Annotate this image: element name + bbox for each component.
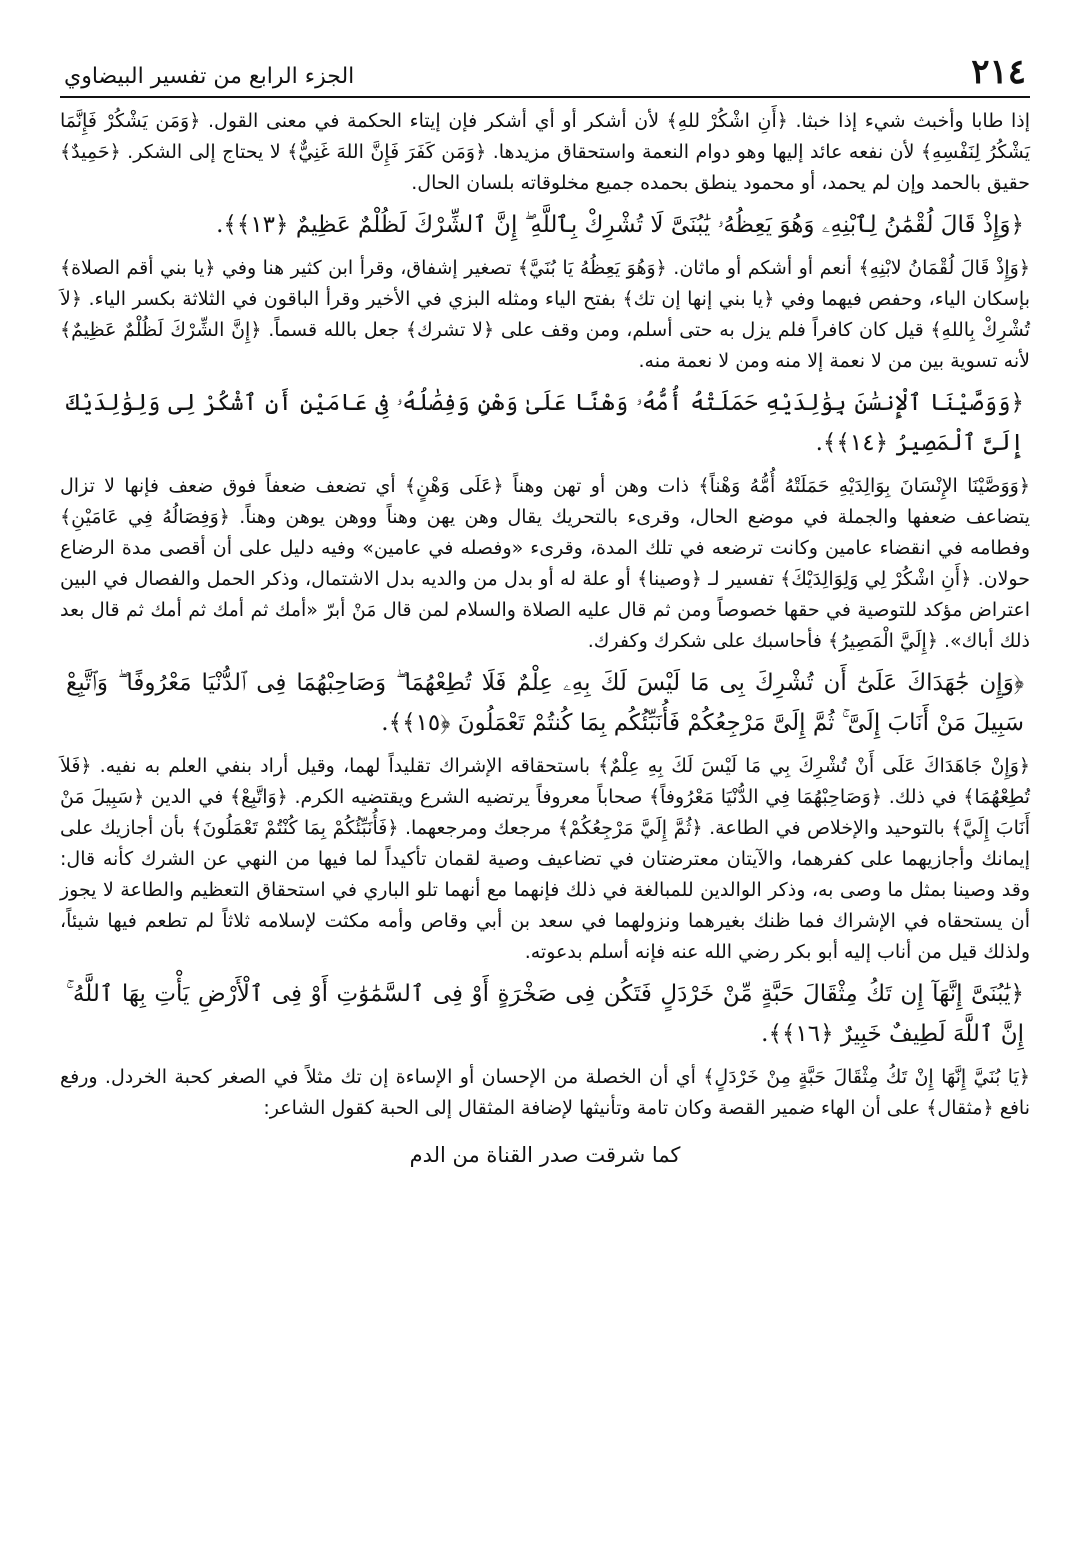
commentary-paragraph: ﴿وَوَصَّيْنَا الإِنْسَانَ بِوَالِدَيْهِ حَمَلَتْهُ أُمُّهُ وَهْناً﴾ ذات وهن أو تهن وهناً ﴿عَلَى وَهْنٍ﴾ أي تضعف ضعفاً فوق ضعف فإنها لا تزال يتضاعف ضعفها والجملة في موضع الحال، وقرىء بالتحريك يقال وهن يهن وهناً ووهن يوهن وهناً. ﴿وَفِصَالُهُ فِي عَامَيْنِ﴾ وفطامه في انقضاء عامين وكانت ترضعه في تلك المدة، وقرىء «وفصله في عامين» وفيه دليل على أن أقصى مدة الرضاع حولان. ﴿أَنِ اشْكُرْ لِي وَلِوَالِدَيْكَ﴾ تفسير لـ ﴿وصينا﴾ أو علة له أو بدل من والديه بدل الاشتمال، وذكر الحمل والفصال في البين اعتراض مؤكد للتوصية في حقها خصوصاً ومن ثم قال عليه الصلاة والسلام لمن قال مَنْ أبرّ «أمك ثم أمك ثم أمك ثم قال بعد ذلك أباك». ﴿إِلَيَّ الْمَصِيرُ﴾ فأحاسبك على شكرك وكفرك. [60,475,1030,652]
commentary-paragraph: ﴿وَإِنْ جَاهَدَاكَ عَلَى أَنْ تُشْرِكَ بِي مَا لَيْسَ لَكَ بِهِ عِلْمٌ﴾ باستحقاقه الإشراك تقليداً لهما، وقيل أراد بنفي العلم به نفيه. ﴿فَلاَ تُطِعْهُمَا﴾ في ذلك. ﴿وَصَاحِبْهُمَا فِي الدُّنْيَا مَعْرُوفاً﴾ صحاباً معروفاً يرتضيه الشرع ويقتضيه الكرم. ﴿وَاتَّبِعْ﴾ في الدين ﴿سَبِيلَ مَنْ أَنَابَ إِلَيَّ﴾ بالتوحيد والإخلاص في الطاعة. ﴿ثُمَّ إِلَيَّ مَرْجِعُكُمْ﴾ مرجعك ومرجعهما. ﴿فَأُنَبِّئُكُمْ بِمَا كُنْتُمْ تَعْمَلُونَ﴾ بأن أجازيك على إيمانك وأجازيهما على كفرهما، والآيتان معترضتان في تضاعيف وصية لقمان تأكيداً لما فيها من النهي عن الشرك كأنه قال: وقد وصينا بمثل ما وصى به، وذكر الوالدين للمبالغة في ذلك فإنهما مع أنهما تلو الباري في استحقاق التعظيم والطاعة لا يجوز أن يستحقاه في الإشراك فما ظنك بغيرهما ونزولهما في سعد بن أبي وقاص وأمه مكثت لإسلامه ثلاثاً لم تطعم فيها شيئاً، ولذلك قيل من أناب إليه أبو بكر رضي الله عنه فإنه أسلم بدعوته. [60,755,1030,963]
quran-verse-14: ﴿وَوَصَّيْنَا ٱلْإِنسَٰنَ بِوَٰلِدَيْهِ حَمَلَتْهُ أُمُّهُۥ وَهْنًا عَلَىٰ وَهْنٍ وَفِصَٰلُهُۥ فِى عَامَيْنِ أَنِ ٱشْكُرْ لِى وَلِوَٰلِدَيْكَ إِلَىَّ ٱلْمَصِيرُ ﴿١٤﴾﴾. [66,390,1024,456]
quran-verse-13: ﴿وَإِذْ قَالَ لُقْمَٰنُ لِٱبْنِهِۦ وَهُوَ يَعِظُهُۥ يَٰبُنَىَّ لَا تُشْرِكْ بِٱللَّهِ ۖ إِنَّ ٱلشِّرْكَ لَظُلْمٌ عَظِيمٌ ﴿١٣﴾﴾. [216,212,1024,238]
running-title: الجزء الرابع من تفسير البيضاوي [64,64,355,89]
book-page [60,44,1030,1172]
page-header [60,44,1030,98]
commentary-paragraph: ﴿وَإِذْ قَالَ لُقْمَانُ لابْنِهِ﴾ أنعم أو أشكم أو ماثان. ﴿وَهُوَ يَعِظُهُ يَا بُنَيَّ﴾ تصغير إشفاق، وقرأ ابن كثير هنا وفي ﴿يا بني أقم الصلاة﴾ بإسكان الياء، وحفص فيهما وفي ﴿يا بني إنها إن تك﴾ بفتح الياء ومثله البزي في الأخير وقرأ الباقون في الثلاثة بكسر الياء. ﴿لاَ تُشْرِكْ بِاللهِ﴾ قيل كان كافراً فلم يزل به حتى أسلم، ومن وقف على ﴿لا تشرك﴾ جعل بالله قسماً. ﴿إِنَّ الشِّرْكَ لَظُلْمٌ عَظِيمٌ﴾ لأنه تسوية بين من لا نعمة إلا منه ومن لا نعمة منه. [60,257,1030,372]
page-content [60,98,1030,1172]
commentary-paragraph: ﴿يَا بُنَيَّ إِنَّهَا إِنْ تَكُ مِثْقَالَ حَبَّةٍ مِنْ خَرْدَلٍ﴾ أي أن الخصلة من الإحسان أو الإساءة إن تك مثلاً في الصغر كحبة الخردل. ورفع نافع ﴿مثقال﴾ على أن الهاء ضمير القصة وكان تامة وتأنيثها لإضافة المثقال إلى الحبة كقول الشاعر: [60,1066,1030,1119]
page-number: ٢١٤ [971,52,1026,92]
quran-verse-15: ﴿وَإِن جَٰهَدَاكَ عَلَىٰٓ أَن تُشْرِكَ بِى مَا لَيْسَ لَكَ بِهِۦ عِلْمٌ فَلَا تُطِعْهُمَا ۖ وَصَاحِبْهُمَا فِى ٱلدُّنْيَا مَعْرُوفًا ۖ وَٱتَّبِعْ سَبِيلَ مَنْ أَنَابَ إِلَىَّ ۚ ثُمَّ إِلَىَّ مَرْجِعُكُمْ فَأُنَبِّئُكُم بِمَا كُنتُمْ تَعْمَلُونَ ﴿١٥﴾﴾. [66,670,1024,736]
quran-verse-16: ﴿يَٰبُنَىَّ إِنَّهَآ إِن تَكُ مِثْقَالَ حَبَّةٍ مِّنْ خَرْدَلٍ فَتَكُن فِى صَخْرَةٍ أَوْ فِى ٱلسَّمَٰوَٰتِ أَوْ فِى ٱلْأَرْضِ يَأْتِ بِهَا ٱللَّهُ ۚ إِنَّ ٱللَّهَ لَطِيفٌ خَبِيرٌ ﴿١٦﴾﴾. [66,981,1024,1047]
commentary-paragraph: إذا طابا وأخبث شيء إذا خبثا. ﴿أَنِ اشْكُرْ للهِ﴾ لأن أشكر أو أي أشكر فإن إيتاء الحكمة في معنى القول. ﴿وَمَن يَشْكُرْ فَإِنَّمَا يَشْكُرُ لِنَفْسِهِ﴾ لأن نفعه عائد إليها وهو دوام النعمة واستحقاق مزيدها. ﴿وَمَن كَفَرَ فَإِنَّ اللهَ غَنِيٌّ﴾ لا يحتاج إلى الشكر. ﴿حَمِيدٌ﴾ حقيق بالحمد وإن لم يحمد، أو محمود ينطق بحمده جميع مخلوقاته بلسان الحال. [60,110,1030,194]
poetry-verse: كما شرقت صدر القناة من الدم [409,1143,681,1167]
